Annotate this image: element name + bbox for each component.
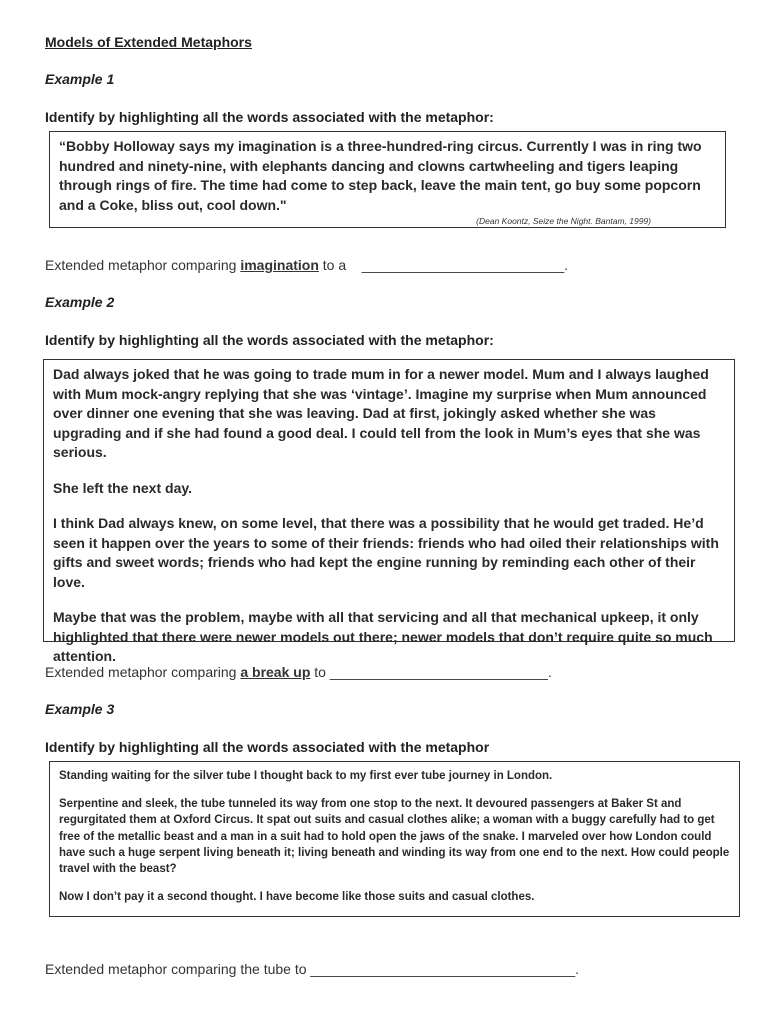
example-2-paragraph-3: I think Dad always knew, on some level, that there was a possibility that he would get traded. He’d seen it happen over the years to some of their friends: friends who had oiled their relationships with gifts and sweet words; friends who had kept the engine running by reminding each other of their love. <box>53 515 719 590</box>
answer-suffix: to a <box>318 257 362 273</box>
example-3-paragraph-3: Now I don’t pay it a second thought. I have become like those suits and casual clothes. <box>59 891 535 904</box>
answer-suffix: to <box>310 664 330 680</box>
answer-keyword: a break up <box>240 664 311 680</box>
example-1-passage-box <box>49 131 726 228</box>
example-2-paragraph-4: Maybe that was the problem, maybe with all that servicing and all that mechanical upkeep, it only highlighted that there were newer models out there; newer models that don’t require quite so much attention. <box>53 609 713 664</box>
example-2-instruction: Identify by highlighting all the words associated with the metaphor: <box>45 332 494 348</box>
example-1-passage: “Bobby Holloway says my imagination is a three-hundred-ring circus. Currently I was in ring two hundred and ninety-nine, with elephants dancing and clowns cartwheeling and tigers leaping through rings of fire. The time had come to step back, leave the main tent, go buy some popcorn and a Coke, bliss out, cool down." <box>59 138 702 213</box>
example-1-citation: (Dean Koontz, Seize the Night. Bantam, 1999) <box>476 216 651 226</box>
example-2-paragraph-2: She left the next day. <box>53 479 192 496</box>
example-3-answer-line <box>45 961 579 977</box>
answer-keyword: imagination <box>240 257 319 273</box>
example-3-instruction: Identify by highlighting all the words associated with the metaphor <box>45 739 490 755</box>
example-3-heading: Example 3 <box>45 701 115 717</box>
answer-prefix: Extended metaphor comparing the tube to <box>45 961 311 977</box>
example-2-answer-line <box>45 664 552 680</box>
example-1-heading: Example 1 <box>45 71 115 87</box>
example-1-answer-line <box>45 257 568 273</box>
example-1-instruction: Identify by highlighting all the words associated with the metaphor: <box>45 109 494 125</box>
example-3-paragraph-1: Standing waiting for the silver tube I thought back to my first ever tube journey in London. <box>59 770 553 782</box>
example-2-paragraph-1: Dad always joked that he was going to trade mum in for a newer model. Mum and I always laughed with Mum mock-angry replying that she was ‘vintage’. Imagine my surprise when Mum announced over dinner one evening that she was leaving. Dad at first, jokingly asked whether she was upgrading and if she had found a good deal. I could tell from the look in Mum’s eyes that she was serious. <box>53 366 709 460</box>
example-3-passage-box <box>49 761 740 917</box>
example-2-passage-box <box>43 359 735 664</box>
answer-blank[interactable]: ____________________________. <box>329 664 552 680</box>
answer-blank[interactable]: __________________________. <box>361 257 569 273</box>
example-2-heading: Example 2 <box>45 294 115 310</box>
answer-prefix: Extended metaphor comparing <box>45 664 241 680</box>
example-3-paragraph-2: Serpentine and sleek, the tube tunneled its way from one stop to the next. It devoured passengers at Baker St and regurgitated them at Oxford Circus. It spat out suits and casual clothes alike; a woman with a buggy carefully had to get free of the metallic beast and a man in a suit had to hold open the jaws of the snake. I marveled over how London could have such a huge serpent living beneath it; living beneath and winding its way from one end to the next. How could people travel with the beast? <box>59 798 730 876</box>
answer-prefix: Extended metaphor comparing <box>45 257 241 273</box>
answer-blank[interactable]: __________________________________. <box>310 961 580 977</box>
page-title: Models of Extended Metaphors <box>45 34 252 50</box>
